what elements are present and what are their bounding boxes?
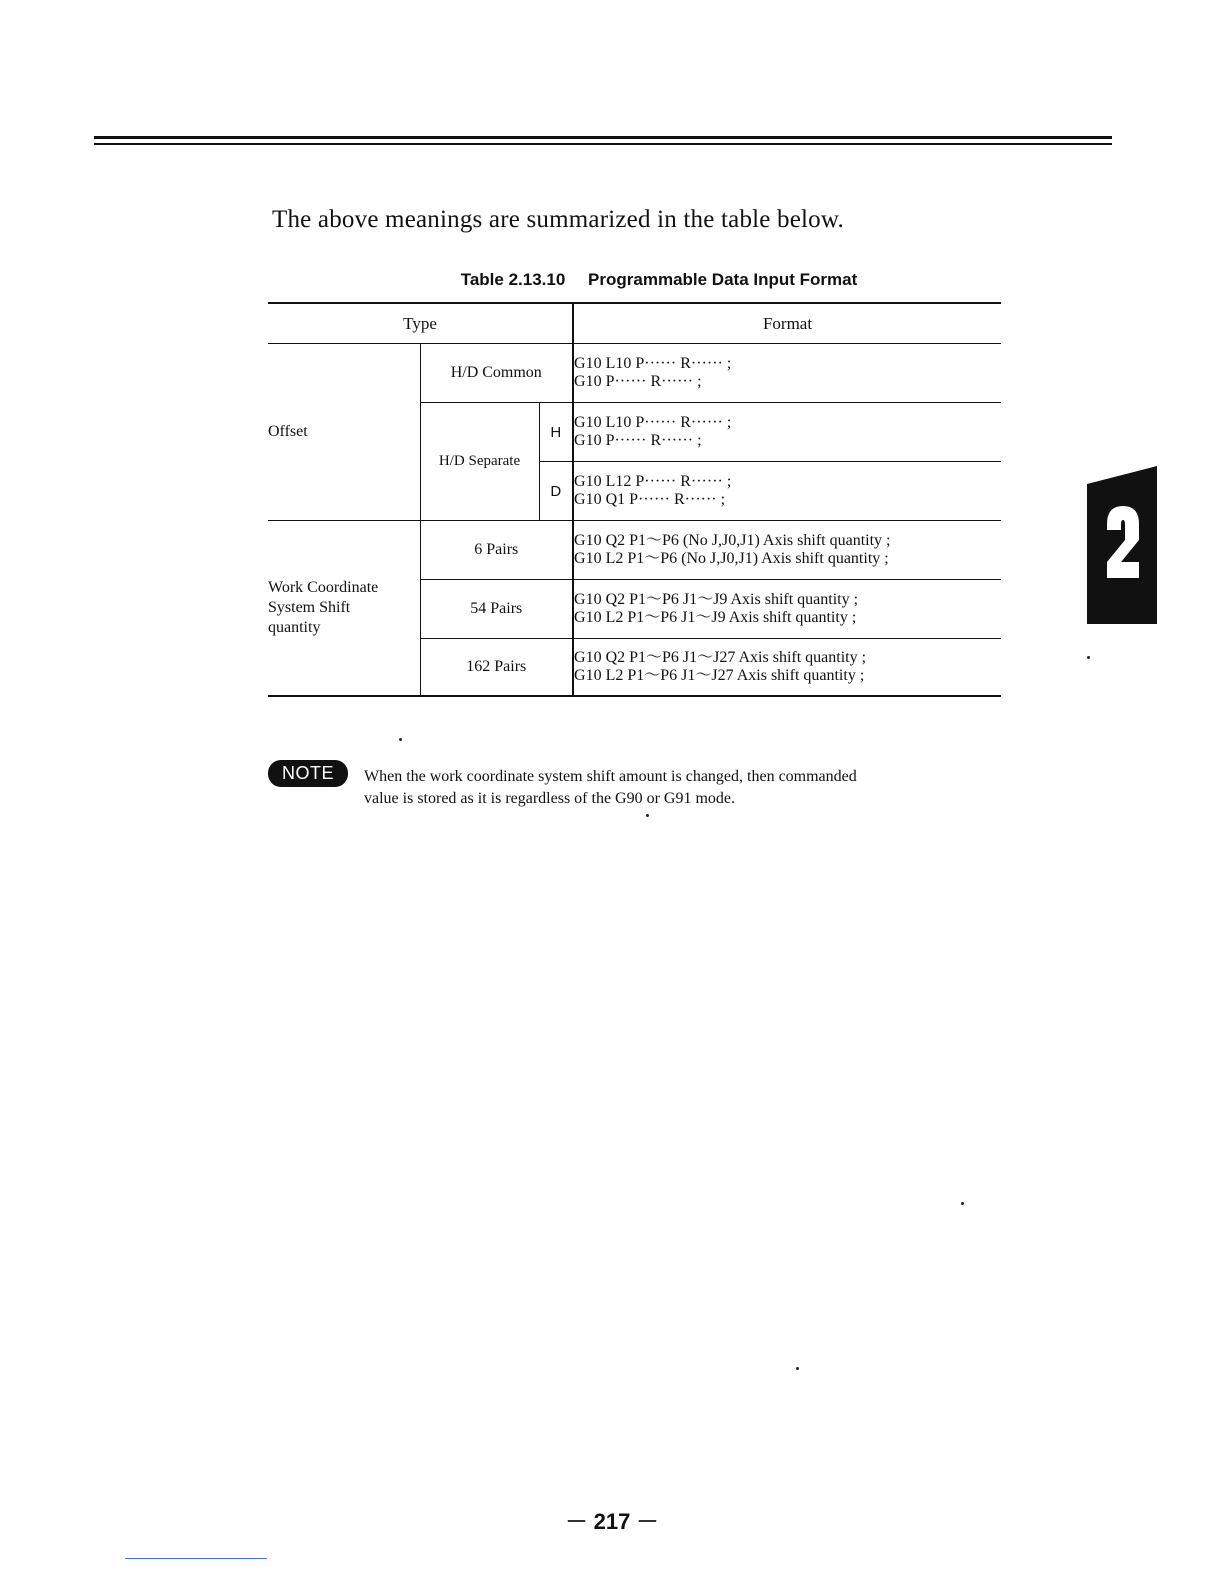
d-format: [573, 462, 1001, 521]
pairs-6-format: [573, 521, 1001, 580]
work-shift-label-line: System Shift: [268, 598, 351, 616]
pairs-54-format: [573, 580, 1001, 639]
chapter-tab-icon: [1087, 466, 1157, 624]
note-line-1: When the work coordinate system shift amount is changed, then commanded: [364, 768, 857, 785]
hd-separate-label: H/D Separate: [420, 403, 539, 521]
format-line: G10 L10 P······ R······ ;: [574, 355, 732, 372]
format-line: G10 P······ R······ ;: [574, 373, 702, 390]
work-shift-label: [268, 521, 420, 696]
note-badge: NOTE: [268, 760, 348, 787]
offset-label: Offset: [268, 344, 420, 521]
header-type: Type: [268, 303, 573, 344]
format-line: G10 Q1 P······ R······ ;: [574, 491, 726, 508]
d-label: D: [539, 462, 573, 521]
table-caption-number: Table 2.13.10: [460, 270, 566, 289]
format-table: [268, 302, 1001, 697]
scan-speck: [1087, 656, 1090, 659]
pairs-6-label: 6 Pairs: [420, 521, 573, 580]
scan-speck: [796, 1367, 799, 1370]
pairs-162-label: 162 Pairs: [420, 639, 573, 696]
format-line: G10 L10 P······ R······ ;: [574, 414, 732, 431]
format-line: G10 L12 P······ R······ ;: [574, 473, 732, 490]
note-line-2: value is stored as it is regardless of the G90 or G91 mode.: [364, 790, 736, 807]
format-line: G10 L2 P1～P6 (No J,J0,J1) Axis shift quantity ;: [574, 550, 889, 567]
table-header-row: [268, 303, 1001, 344]
format-line: G10 Q2 P1～P6 J1～J27 Axis shift quantity ;: [574, 648, 867, 666]
hd-common-label: H/D Common: [420, 344, 573, 403]
format-line: G10 Q2 P1～P6 (No J,J0,J1) Axis shift quantity ;: [574, 532, 891, 549]
h-format: [573, 403, 1001, 462]
chapter-tab-number: 2: [1087, 466, 1088, 467]
pairs-162-format: [573, 639, 1001, 696]
table-row: [268, 521, 1001, 580]
format-line: G10 P······ R······ ;: [574, 432, 702, 449]
scan-speck: [399, 738, 402, 741]
format-line: G10 Q2 P1～P6 J1～J9 Axis shift quantity ;: [574, 591, 859, 608]
table-caption: [0, 270, 1224, 290]
header-rule: [94, 136, 1112, 139]
chapter-tab: [1087, 466, 1157, 624]
table-row: [268, 344, 1001, 403]
work-shift-label-line: quantity: [268, 618, 321, 636]
page-number: － 217 －: [565, 1509, 659, 1534]
work-shift-label-line: Work Coordinate: [268, 578, 379, 596]
scan-speck: [961, 1202, 964, 1205]
table-caption-title: Programmable Data Input Format: [588, 270, 858, 289]
header-format: Format: [573, 303, 1001, 344]
footer-link-underline: [125, 1558, 267, 1559]
pairs-54-label: 54 Pairs: [420, 580, 573, 639]
note-text: [364, 766, 1004, 810]
h-label: H: [539, 403, 573, 462]
format-line: G10 L2 P1～P6 J1～J27 Axis shift quantity ;: [574, 666, 865, 684]
format-line: G10 L2 P1～P6 J1～J9 Axis shift quantity ;: [574, 609, 857, 626]
scan-speck: [646, 814, 649, 817]
hd-common-format: [573, 344, 1001, 403]
header-rule-thin: [94, 143, 1112, 145]
intro-text: The above meanings are summarized in the table below.: [272, 206, 844, 233]
